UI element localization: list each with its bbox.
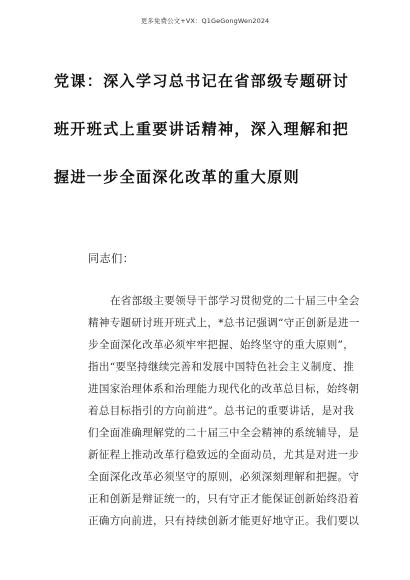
body-line-10: 正和创新是辩证统一的，只有守正才能保证创新始终沿着 bbox=[88, 493, 360, 505]
body-line-3: 步全面深化改革必须牢牢把握、始终坚守的重大原则”， bbox=[88, 339, 355, 351]
body-line-8: 新征程上推动改革行稳致远的全面动员，尤其是对进一步 bbox=[88, 449, 360, 461]
body-line-9: 全面深化改革必须坚守的原则，必须深刻理解和把握。守 bbox=[88, 471, 360, 483]
body-line-4: 指出“要坚持继续完善和发展中国特色社会主义制度、推 bbox=[88, 361, 355, 373]
body-line-1: 在省部级主要领导干部学习贯彻党的二十届三中全会 bbox=[110, 295, 360, 307]
body-line-6: 着总目标指引的方向前进”。总书记的重要讲话，是对我 bbox=[88, 405, 355, 417]
body-line-11: 正确方向前进，只有持续创新才能更好地守正。我们要以 bbox=[88, 515, 360, 527]
body-line-5: 进国家治理体系和治理能力现代化的改革总目标，始终朝 bbox=[88, 383, 360, 395]
body-line-7: 们全面准确理解党的二十届三中全会精神的系统辅导，是 bbox=[88, 427, 360, 439]
body-line-2: 精神专题研讨班开班式上，*总书记强调“守正创新是进一 bbox=[88, 317, 360, 329]
header-note: 更多免费公文+VX：Q1GeGongWen2024 bbox=[140, 17, 270, 25]
title-line-1: 党课：深入学习总书记在省部级专题研讨 bbox=[54, 72, 350, 90]
title-line-2: 班开班式上重要讲话精神，深入理解和把 bbox=[54, 120, 350, 138]
salutation: 同志们： bbox=[88, 252, 135, 265]
title-line-3: 握进一步全面深化改革的重大原则 bbox=[54, 168, 301, 186]
